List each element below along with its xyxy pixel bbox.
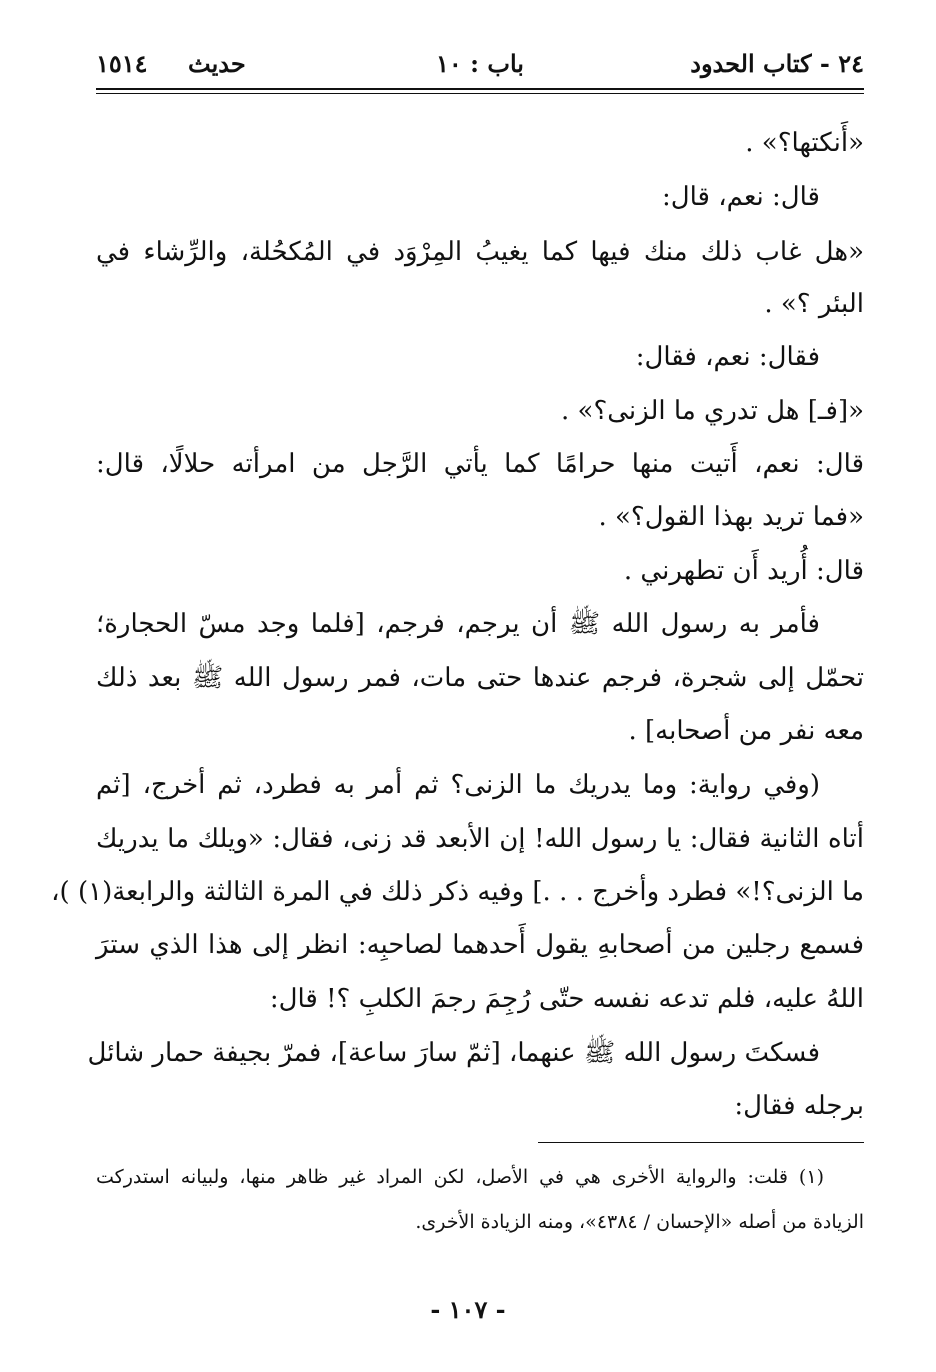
header-book-title: ٢٤ - كتاب الحدود <box>690 49 864 78</box>
header-rule <box>96 88 864 90</box>
text-line: قال: أُريد أَن تطهرني . <box>623 556 864 586</box>
header-rule-thin <box>96 93 864 94</box>
page-number: - ١٠٧ - <box>430 1295 506 1324</box>
header-hadith-number: ١٥١٤ <box>96 49 148 78</box>
text-line: معه نفر من أصحابه] . <box>628 716 864 746</box>
text-line: فأمر به رسول الله ﷺ أن يرجم، فرجم، [فلما وجد مسّ الحجارة؛ <box>96 609 820 639</box>
footnote-line: الزيادة من أصله «الإحسان / ٤٣٨٤»، ومنه الزيادة الأخرى. <box>415 1211 864 1233</box>
text-line: تحمّل إلى شجرة، فرجم عندها حتى مات، فمر رسول الله ﷺ بعد ذلك <box>96 663 864 693</box>
running-header <box>96 44 864 84</box>
header-hadith-label: حديث <box>188 49 246 78</box>
text-line: قال: نعم، أَتيت منها حرامًا كما يأتي الرَّجل من امرأته حلالًا، قال: <box>96 449 864 479</box>
text-line: فسكتَ رسول الله ﷺ عنهما، [ثمّ سارَ ساعة]، فمرّ بجيفة حمار شائل <box>87 1038 820 1068</box>
text-line: «هل غاب ذلك منك فيها كما يغيبُ المِرْوَد في المُكحُلة، والرِّشاء في <box>96 237 864 267</box>
text-line: فسمع رجلين من أصحابهِ يقول أَحدهما لصاحبِه: انظر إلى هذا الذي سترَ <box>96 930 864 960</box>
text-line: «فما تريد بهذا القول؟» . <box>598 502 864 532</box>
text-line: البئر ؟» . <box>764 289 864 319</box>
header-chapter: باب : ١٠ <box>436 49 524 78</box>
text-line: «[فـ] هل تدري ما الزنى؟» . <box>561 396 864 426</box>
text-line: فقال: نعم، فقال: <box>635 342 820 372</box>
footnote-line: (١) قلت: والرواية الأخرى هي في الأصل، لكن المراد غير ظاهر منها، ولبيانه استدركت <box>96 1166 824 1188</box>
text-line: (وفي رواية: وما يدريك ما الزنى؟ ثم أمر به فطرد، ثم أخرج، [ثم <box>96 770 820 800</box>
text-line: برجله فقال: <box>734 1091 864 1121</box>
text-line: ما الزنى؟!» فطرد وأخرج . . .] وفيه ذكر ذلك في المرة الثالثة والرابعة(١) )، <box>51 877 864 907</box>
text-line: قال: نعم، قال: <box>661 182 820 212</box>
text-line: اللهُ عليه، فلم تدعه نفسه حتّى رُجِمَ رجمَ الكلبِ ؟! قال: <box>269 984 864 1014</box>
footnote-rule <box>538 1142 864 1143</box>
text-line: «أَنكتها؟» . <box>745 128 864 158</box>
text-line: أتاه الثانية فقال: يا رسول الله! إن الأبعد قد زنى، فقال: «ويلك ما يدريك <box>96 824 864 854</box>
